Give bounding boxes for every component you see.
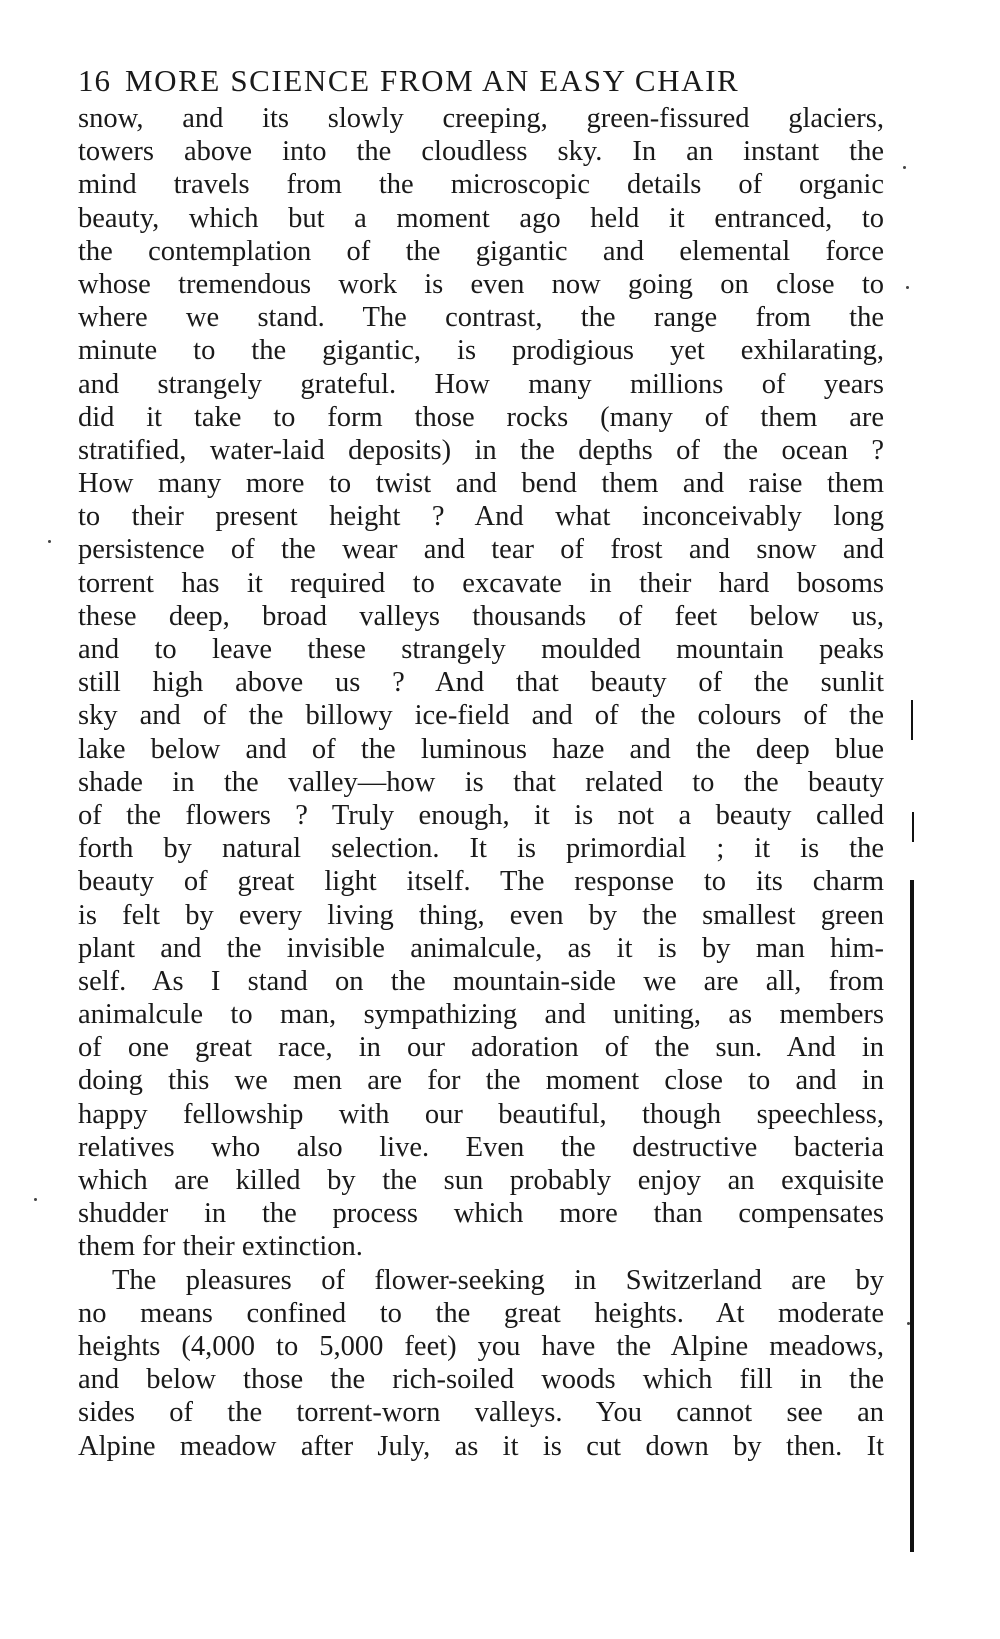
text-line: plant and the invisible animalcule, as it is by man him- (78, 932, 884, 964)
text-line: happy fellowship with our beautiful, though speechless, (78, 1098, 884, 1130)
text-line: forth by natural selection. It is primordial ; it is the (78, 833, 884, 865)
text-line: no means confined to the great heights. At moderate (78, 1297, 884, 1329)
text-line: which are killed by the sun probably enjoy an exquisite (78, 1165, 884, 1196)
text-line: and to leave these strangely moulded mountain peaks (78, 634, 884, 665)
text-line: beauty of great light itself. The response to its charm (78, 866, 884, 898)
body-text (78, 102, 884, 1463)
text-line: is felt by every living thing, even by the smallest green (78, 899, 884, 931)
text-line: did it take to form those rocks (many of them are (78, 401, 884, 433)
scan-speck (903, 166, 906, 169)
text-line: the contemplation of the gigantic and elemental force (78, 235, 884, 267)
text-line: of the flowers ? Truly enough, it is not a beauty called (78, 799, 884, 831)
text-line: minute to the gigantic, is prodigious yet exhilarating, (78, 335, 884, 367)
text-line: sides of the torrent-worn valleys. You cannot see an (78, 1397, 884, 1429)
text-line: animalcule to man, sympathizing and uniting, as members (78, 999, 884, 1031)
text-line: sky and of the billowy ice-field and of the colours of the (78, 700, 884, 732)
scan-edge-mark (910, 880, 914, 1552)
running-title: MORE SCIENCE FROM AN EASY CHAIR (125, 63, 740, 98)
text-line: whose tremendous work is even now going on close to (78, 268, 884, 300)
book-page (78, 62, 884, 1463)
text-line: self. As I stand on the mountain-side we are all, from (78, 965, 884, 997)
text-line: still high above us ? And that beauty of the sunlit (78, 667, 884, 699)
text-line: The pleasures of flower-seeking in Switzerland are by (112, 1264, 884, 1296)
text-line: stratified, water-laid deposits) in the depths of the ocean ? (78, 434, 884, 466)
scan-speck (34, 1198, 37, 1201)
scan-edge-mark (912, 812, 914, 842)
text-line: lake below and of the luminous haze and the deep blue (78, 733, 884, 765)
page-number: 16 (78, 63, 111, 98)
text-line: torrent has it required to excavate in their hard bosoms (78, 567, 884, 599)
text-line: to their present height ? And what inconceivably long (78, 501, 884, 533)
text-line: persistence of the wear and tear of frost and snow and (78, 534, 884, 566)
text-line: heights (4,000 to 5,000 feet) you have the Alpine meadows, (78, 1330, 884, 1362)
paragraph-1 (78, 102, 884, 1264)
text-line: where we stand. The contrast, the range from the (78, 302, 884, 334)
running-head (78, 62, 884, 100)
paragraph-2 (78, 1264, 884, 1463)
text-line: relatives who also live. Even the destructive bacteria (78, 1131, 884, 1163)
text-line: doing this we men are for the moment close to and in (78, 1065, 884, 1097)
text-line: How many more to twist and bend them and raise them (78, 468, 884, 500)
text-line: Alpine meadow after July, as it is cut down by then. It (78, 1430, 884, 1462)
text-line: shudder in the process which more than compensates (78, 1198, 884, 1230)
scan-speck (906, 286, 909, 289)
text-line: of one great race, in our adoration of the sun. And in (78, 1032, 884, 1064)
text-line: shade in the valley—how is that related to the beauty (78, 766, 884, 798)
scan-edge-mark (911, 700, 913, 740)
text-line: these deep, broad valleys thousands of feet below us, (78, 600, 884, 632)
scan-speck (48, 540, 51, 543)
text-line: mind travels from the microscopic details of organic (78, 169, 884, 201)
text-line: and strangely grateful. How many millions of years (78, 368, 884, 400)
text-line: towers above into the cloudless sky. In an instant the (78, 136, 884, 168)
text-line: them for their extinction. (78, 1231, 363, 1263)
scan-speck (907, 1322, 910, 1325)
text-line: beauty, which but a moment ago held it entranced, to (78, 202, 884, 234)
text-line: snow, and its slowly creeping, green-fissured glaciers, (78, 103, 884, 134)
text-line: and below those the rich-soiled woods which fill in the (78, 1364, 884, 1396)
